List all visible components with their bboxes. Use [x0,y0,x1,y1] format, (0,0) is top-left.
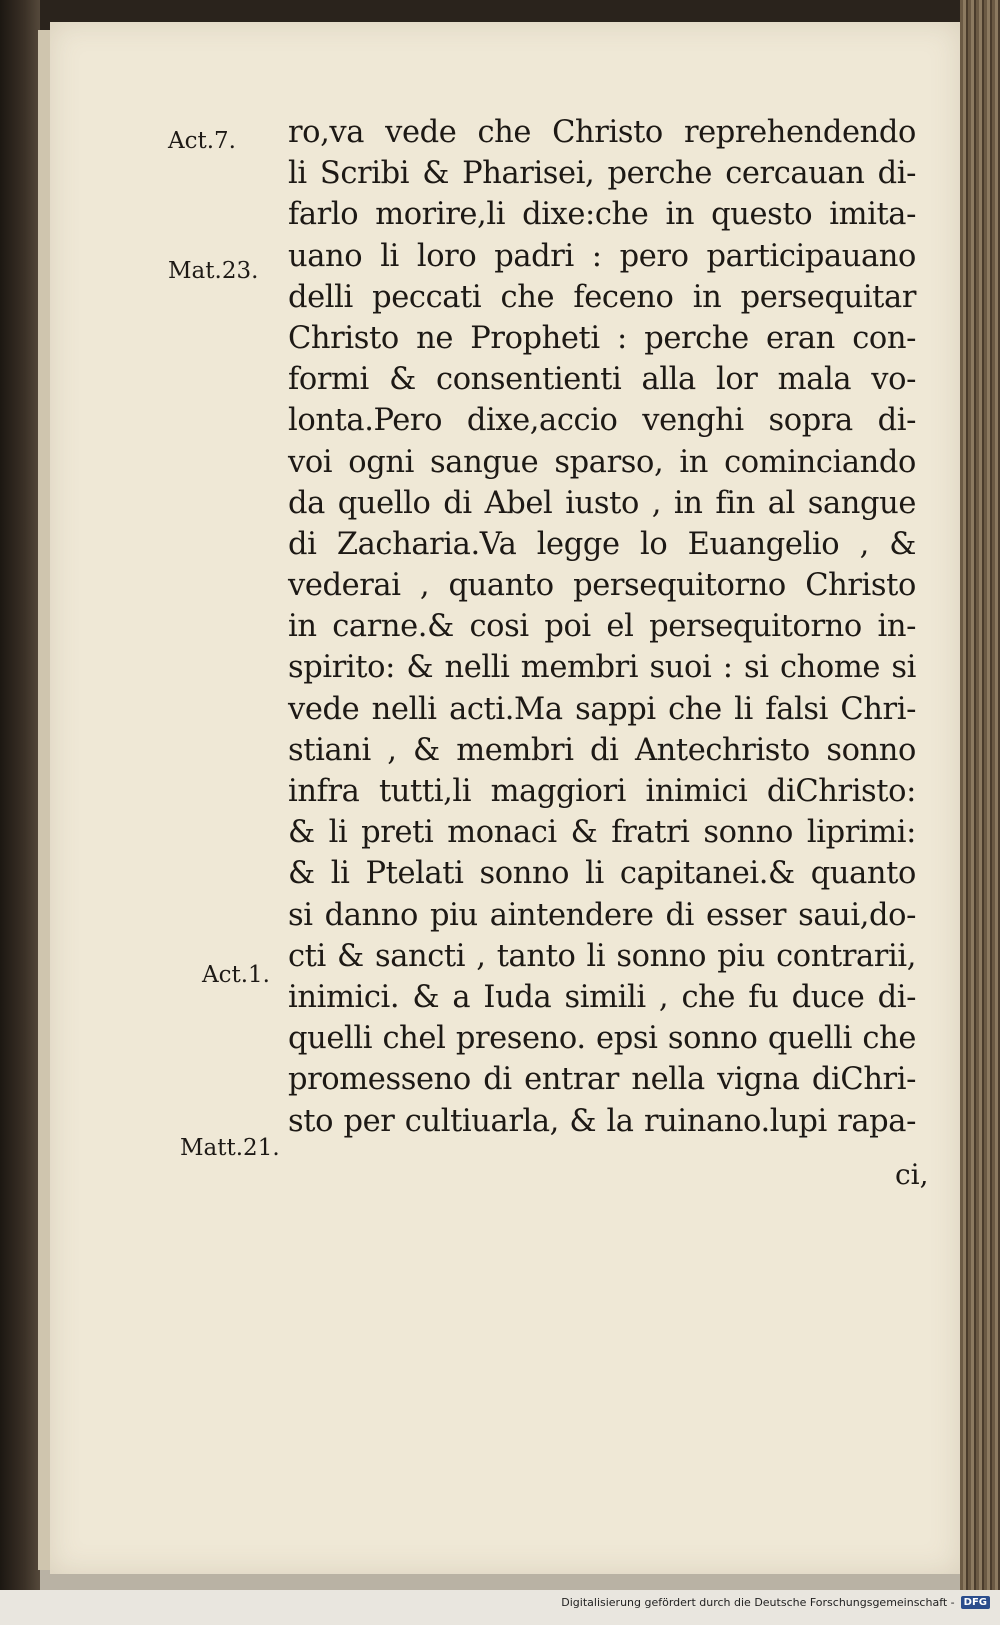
text-line: cti & sancti , tanto li sonno piu contrarii, [288,938,916,974]
text-line: lonta.Pero dixe,accio venghi sopra di- [288,403,916,439]
text-line: delli peccati che feceno in persequitar [288,279,916,315]
text-line: uano li loro padri : pero participauano [288,238,916,274]
text-line: si danno piu aintendere di esser saui,do- [288,897,916,933]
text-line: & li preti monaci & fratri sonno liprimi: [288,815,916,851]
text-line: di Zacharia.Va legge lo Euangelio , & [288,526,916,562]
margin-note-mat23: Mat.23. [168,258,259,284]
text-line: li Scribi & Pharisei, perche cercauan di- [288,156,916,192]
text-line: formi & consentienti alla lor mala vo- [288,362,916,398]
main-text-block [288,112,916,1142]
text-line: & li Ptelati sonno li capitanei.& quanto [288,856,916,892]
book-fore-edge [960,0,1000,1600]
catchword: ci, [895,1158,929,1191]
text-line: in carne.& cosi poi el persequitorno in- [288,609,916,645]
text-line: promesseno di entrar nella vigna diChri- [288,1062,916,1098]
text-line: farlo morire,li dixe:che in questo imita- [288,197,916,233]
text-line: da quello di Abel iusto , in fin al sangue [288,485,916,521]
text-line: vede nelli acti.Ma sappi che li falsi Chri- [288,691,916,727]
margin-note-act7: Act.7. [168,128,236,154]
text-line: spirito: & nelli membri suoi : si chome si [288,650,916,686]
footer-text: Digitalisierung gefördert durch die Deutsche Forschungsgemeinschaft - [561,1596,955,1609]
text-line: ro,va vede che Christo reprehendendo [288,115,916,150]
footer [561,1596,990,1609]
text-line: Christo ne Propheti : perche eran con- [288,320,916,356]
text-line: vederai , quanto persequitorno Christo [288,568,916,604]
text-line: sto per cultiuarla, & la ruinano.lupi rapa- [288,1103,916,1139]
margin-note-matt21: Matt.21. [180,1135,280,1161]
book-spine [0,0,40,1625]
text-line: infra tutti,li maggiori inimici diChristo: [288,774,916,809]
margin-note-act1: Act.1. [202,962,270,988]
text-line: voi ogni sangue sparso, in cominciando [288,444,916,480]
text-line: inimici. & a Iuda simili , che fu duce di- [288,979,916,1015]
text-line: quelli chel preseno. epsi sonno quelli che [288,1021,916,1057]
text-line: stiani , & membri di Antechristo sonno [288,732,916,768]
dfg-logo: DFG [961,1596,990,1609]
